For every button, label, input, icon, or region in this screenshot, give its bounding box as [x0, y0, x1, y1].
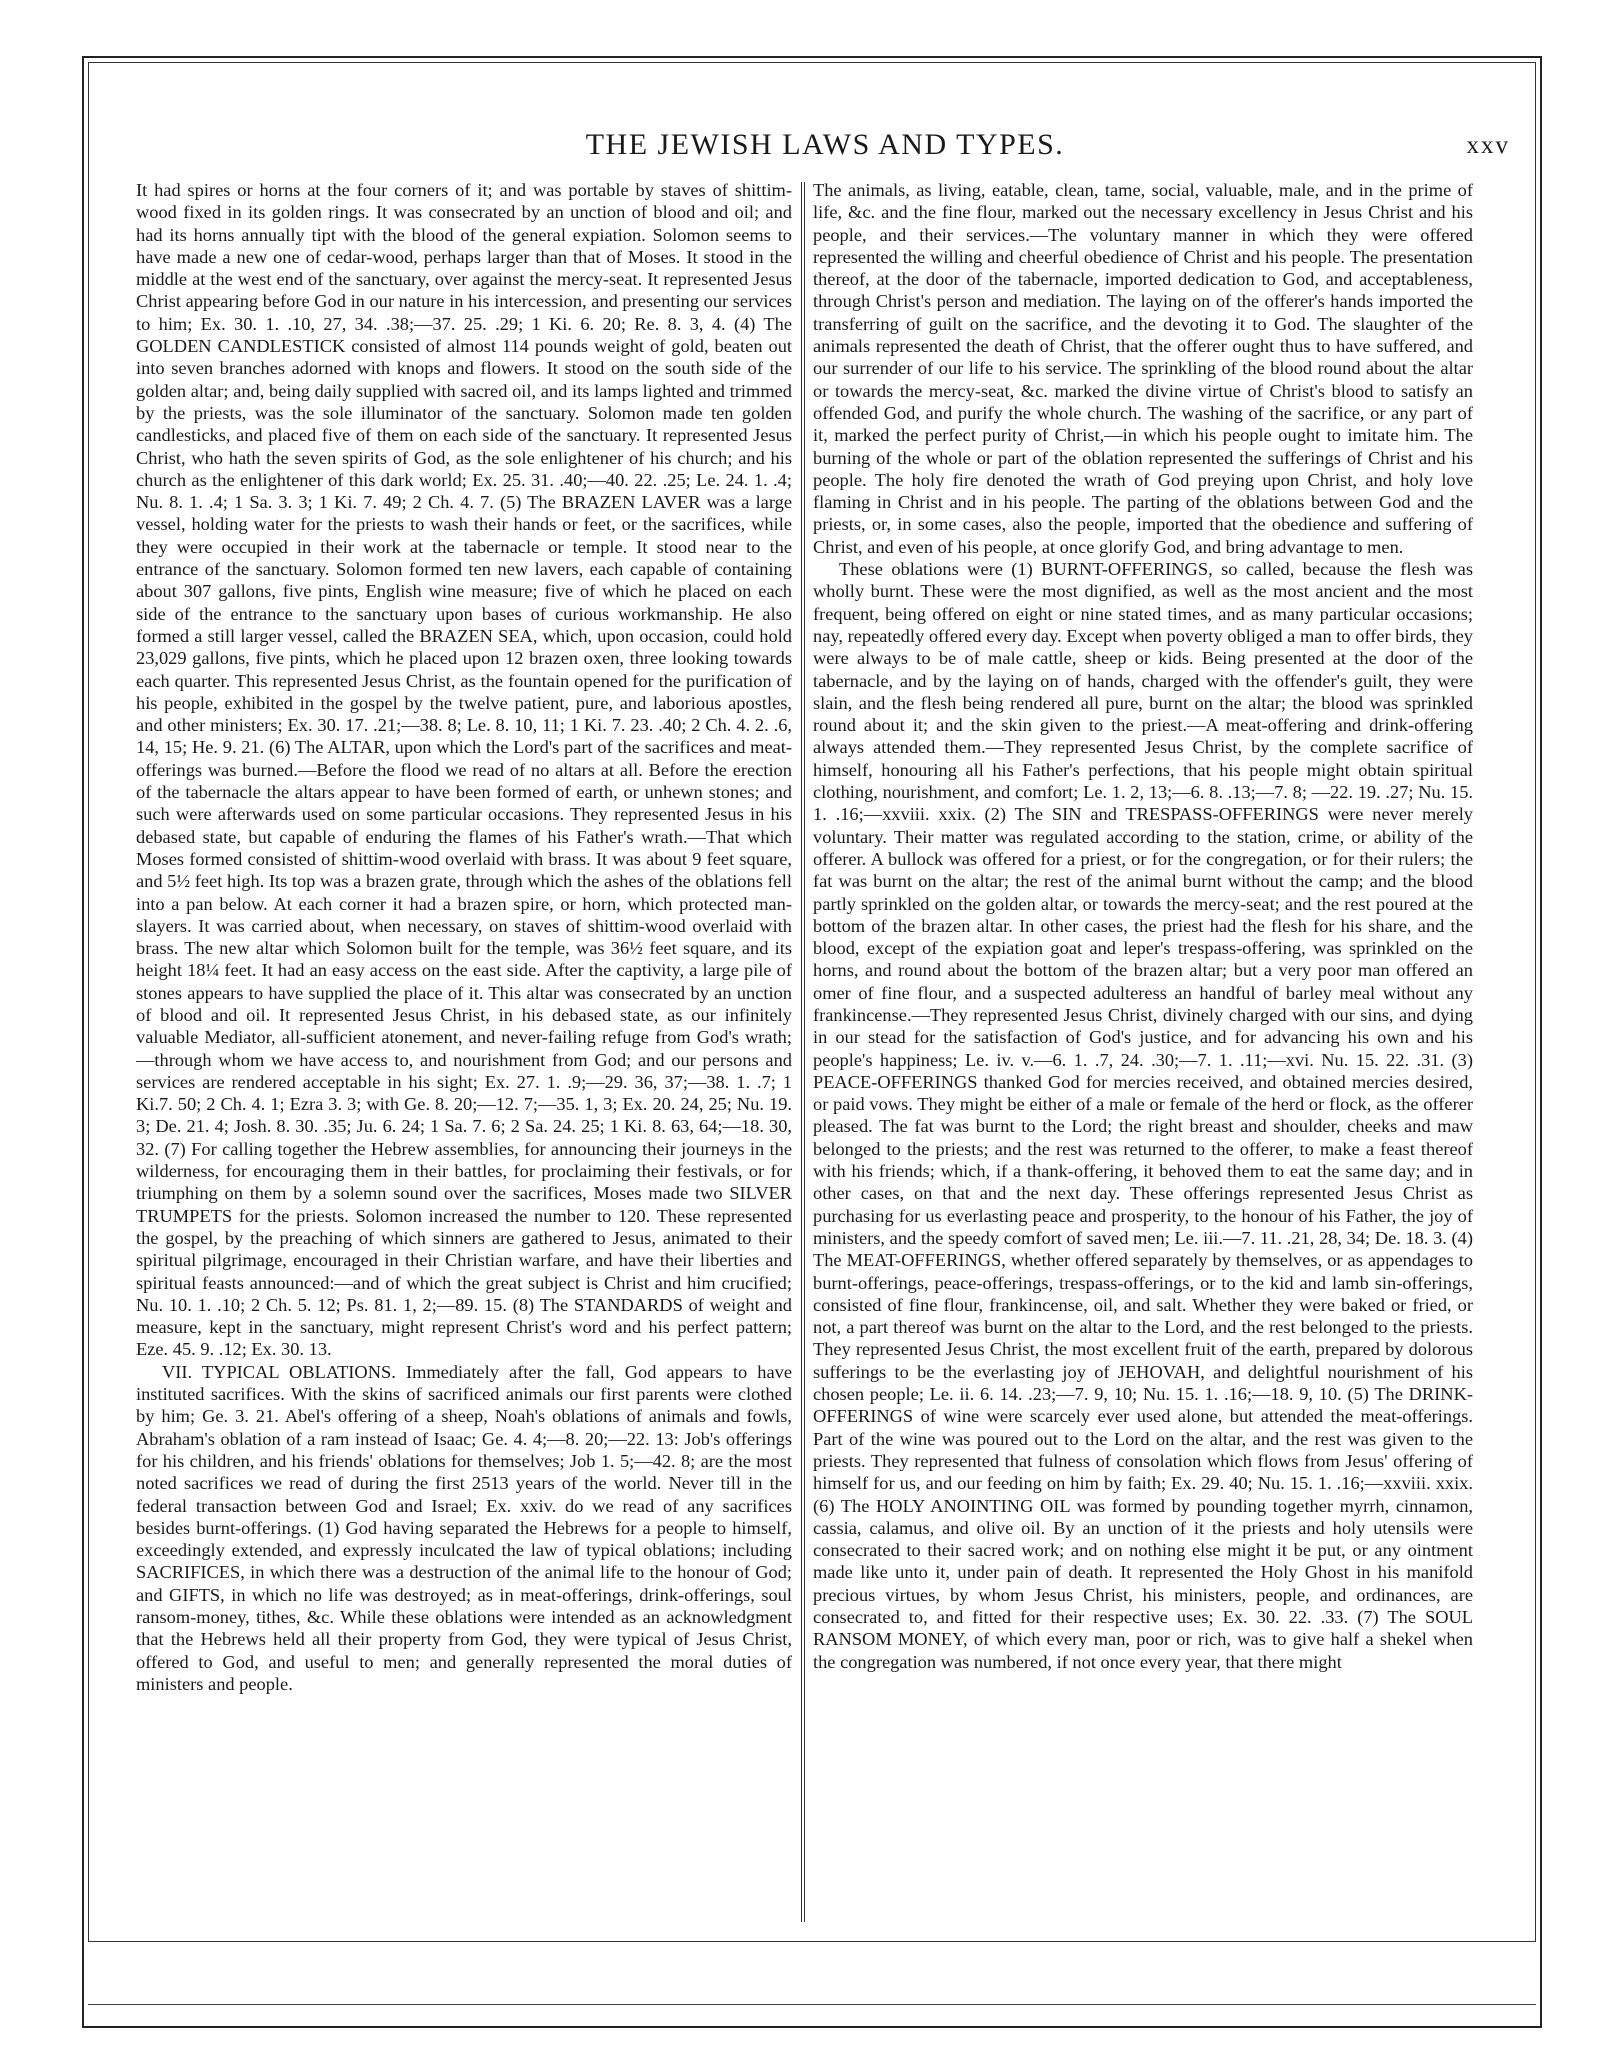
right-column [813, 179, 1473, 1924]
page-number: xxv [1466, 132, 1510, 159]
left-column [136, 179, 792, 1924]
column-divider [801, 182, 805, 1922]
bottom-rule [88, 2004, 1536, 2005]
running-header [140, 128, 1510, 172]
paragraph: The animals, as living, eatable, clean, tame, social, valuable, male, and in the prime of life, &c. and the fine flour, marked out the necessary excellency in Jesus Christ and his people, and their services.—The voluntary manner in which they were offered represented the willing and cheerful obedience of Christ and his people. The presentation thereof, at the door of the tabernacle, imported dedication to God, and acceptableness, through Christ's person and mediation. The laying on of the offerer's hands imported the transferring of guilt on the sacrifice, and the devoting it to God. The slaughter of the animals represented the death of Christ, that the offerer ought thus to have suffered, and our surrender of our life to his service. The sprinkling of the blood round about the altar or towards the mercy-seat, &c. marked the divine virtue of Christ's blood to satisfy an offended God, and purify the whole church. The washing of the sacrifice, or any part of it, marked the perfect purity of Christ,—in which his people ought to imitate him. The burning of the whole or part of the oblation represented the sufferings of Christ and his people. The holy fire denoted the wrath of God preying upon Christ, and holy love flaming in Christ and in his people. The parting of the oblations between God and the priests, or, in some cases, also the people, imported that the obedience and suffering of Christ, and even of his people, at once glorify God, and bring advantage to men. [813, 180, 1473, 557]
paragraph: VII. TYPICAL OBLATIONS. Immediately after the fall, God appears to have instituted sacrifices. With the skins of sacrificed animals our first parents were clothed by him; Ge. 3. 21. Abel's offering of a sheep, Noah's oblations of animals and fowls, Abraham's oblation of a ram instead of Isaac; Ge. 4. 4;—8. 20;—22. 13: Job's offerings for his children, and his friends' oblations for themselves; Job 1. 5;—42. 8; are the most noted sacrifices we read of during the first 2513 years of the world. Never till in the federal transaction between God and Israel; Ex. xxiv. do we read of any sacrifices besides burnt-offerings. (1) God having separated the Hebrews for a people to himself, exceedingly extended, and expressly inculcated the law of typical oblations; including SACRIFICES, in which there was a destruction of the animal life to the honour of God; and GIFTS, in which no life was destroyed; as in meat-offerings, drink-offerings, soul ransom-money, tithes, &c. While these oblations were intended as an acknowledgment that the Hebrews held all their property from God, they were typical of Jesus Christ, offered to God, and useful to men; and generally represented the moral duties of ministers and people. [136, 1361, 792, 1694]
paragraph: These oblations were (1) BURNT-OFFERINGS, so called, because the flesh was wholly burnt. These were the most dignified, as well as the most ancient and the most frequent, being offered on eight or nine stated times, and as many particular occasions; nay, repeatedly offered every day. Except when poverty obliged a man to offer birds, they were always to be of male cattle, sheep or kids. Being presented at the door of the tabernacle, and by the laying on of hands, charged with the offender's guilt, they were slain, and the flesh being rendered all pure, burnt on the altar; the blood was sprinkled round about it; and the skin given to the priest.—A meat-offering and drink-offering always attended them.—They represented Jesus Christ, by the complete sacrifice of himself, honouring all his Father's perfections, that his people might obtain spiritual clothing, nourishment, and comfort; Le. 1. 2, 13;—6. 8. .13;—7. 8; —22. 19. .27; Nu. 15. 1. .16;—xxviii. xxix. (2) The SIN and TRESPASS-OFFERINGS were never merely voluntary. Their matter was regulated according to the station, crime, or ability of the offerer. A bullock was offered for a priest, or for the congregation, or for their rulers; the fat was burnt on the altar; the rest of the animal burnt without the camp; and the blood partly sprinkled on the golden altar, or towards the mercy-seat; and the rest poured at the bottom of the brazen altar. In other cases, the priest had the flesh for his share, and the blood, except of the expiation goat and leper's trespass-offering, was sprinkled on the horns, and round about the bottom of the brazen altar; but a very poor man offered an omer of fine flour, and a suspected adulteress an handful of barley meal without any frankincense.—They represented Jesus Christ, divinely charged with our sins, and dying in our stead for the satisfaction of God's justice, and for advancing his own and his people's happiness; Le. iv. v.—6. 1. .7, 24. .30;—7. 1. .11;—xvi. Nu. 15. 22. .31. (3) PEACE-OFFERINGS thanked God for mercies received, and obtained mercies desired, or paid vows. They might be either of a male or female of the herd or flock, as the offerer pleased. The fat was burnt to the Lord; the right breast and shoulder, cheeks and maw belonged to the priests; and the rest was returned to the offerer, to make a feast thereof with his friends; which, if a thank-offering, it behoved them to eat the same day; and in other cases, on that and the next day. These offerings represented Jesus Christ as purchasing for us everlasting peace and prosperity, to the honour of his Father, the joy of ministers, and the speedy comfort of saved men; Le. iii.—7. 11. .21, 28, 34; De. 18. 3. (4) The MEAT-OFFERINGS, whether offered separately by themselves, or as appendages to burnt-offerings, peace-offerings, trespass-offerings, or to the kid and lamb sin-offerings, consisted of fine flour, frankincense, oil, and salt. Whether they were baked or fried, or not, a part thereof was burnt on the altar to the Lord, and the rest belonged to the priests. They represented Jesus Christ, the most excellent fruit of the earth, prepared by dolorous sufferings to be the everlasting joy of JEHOVAH, and delightful nourishment of his chosen people; Le. ii. 6. 14. .23;—7. 9, 10; Nu. 15. 1. .16;—18. 9, 10. (5) The DRINK-OFFERINGS of wine were scarcely ever used alone, but attended the meat-offerings. Part of the wine was poured out to the Lord on the altar, and the rest was given to the priests. They represented that fulness of consolation which flows from Jesus' offering of himself for us, and our feeding on him by faith; Ex. 29. 40; Nu. 15. 1. .16;—xxviii. xxix. (6) The HOLY ANOINTING OIL was formed by pounding together myrrh, cinnamon, cassia, calamus, and olive oil. By an unction of it the priests and holy utensils were consecrated to their sacred work; and on nothing else might it be put, or any ointment made like unto it, under pain of death. It represented the Holy Ghost in his manifold precious virtues, by whom Jesus Christ, his ministers, people, and ordinances, are consecrated to, and fitted for their respective uses; Ex. 30. 22. .33. (7) The SOUL RANSOM MONEY, of which every man, poor or rich, was to give half a shekel when the congregation was numbered, if not once every year, that there might [813, 559, 1473, 1672]
paragraph: It had spires or horns at the four corners of it; and was portable by staves of shittim-wood fixed in its golden rings. It was consecrated by an unction of blood and oil; and had its horns annually tipt with the blood of the general expiation. Solomon seems to have made a new one of cedar-wood, perhaps larger than that of Moses. It stood in the middle at the west end of the sanctuary, over against the mercy-seat. It represented Jesus Christ appearing before God in our nature in his intercession, and presenting our services to him; Ex. 30. 1. .10, 27, 34. .38;—37. 25. .29; 1 Ki. 6. 20; Re. 8. 3, 4. (4) The GOLDEN CANDLESTICK consisted of almost 114 pounds weight of gold, beaten out into seven branches adorned with knops and flowers. It stood on the south side of the golden altar; and, being daily supplied with sacred oil, and its lamps lighted and trimmed by the priests, was the sole illuminator of the sanctuary. Solomon made ten golden candlesticks, and placed five of them on each side of the sanctuary. It represented Jesus Christ, who hath the seven spirits of God, as the sole enlightener of his church; and his church as the enlightener of this dark world; Ex. 25. 31. .40;—40. 22. .25; Le. 24. 1. .4; Nu. 8. 1. .4; 1 Sa. 3. 3; 1 Ki. 7. 49; 2 Ch. 4. 7. (5) The BRAZEN LAVER was a large vessel, holding water for the priests to wash their hands or feet, or the sacrifices, while they were occupied in their work at the tabernacle or temple. It stood near to the entrance of the sanctuary. Solomon formed ten new lavers, each capable of containing about 307 gallons, five pints, English wine measure; five of which he placed on each side of the entrance to the sanctuary upon bases of curious workmanship. He also formed a still larger vessel, called the BRAZEN SEA, which, upon occasion, could hold 23,029 gallons, five pints, which he placed upon 12 brazen oxen, three looking towards each quarter. This represented Jesus Christ, as the fountain opened for the purification of his people, exhibited in the gospel by the twelve patient, pure, and laborious apostles, and other ministers; Ex. 30. 17. .21;—38. 8; Le. 8. 10, 11; 1 Ki. 7. 23. .40; 2 Ch. 4. 2. .6, 14, 15; He. 9. 21. (6) The ALTAR, upon which the Lord's part of the sacrifices and meat-offerings was burned.—Before the flood we read of no altars at all. Before the erection of the tabernacle the altars appear to have been formed of earth, or unhewn stones; and such were afterwards used on some particular occasions. They represented Jesus in his debased state, but capable of enduring the flames of his Father's wrath.—That which Moses formed consisted of shittim-wood overlaid with brass. It was about 9 feet square, and 5½ feet high. Its top was a brazen grate, through which the ashes of the oblations fell into a pan below. At each corner it had a brazen spire, or horn, which protected man-slayers. It was carried about, when necessary, on staves of shittim-wood overlaid with brass. The new altar which Solomon built for the temple, was 36½ feet square, and its height 18¼ feet. It had an easy access on the east side. After the captivity, a large pile of stones appears to have supplied the place of it. This altar was consecrated by an unction of blood and oil. It represented Jesus Christ, in his debased state, as our infinitely valuable Mediator, all-sufficient atonement, and never-failing refuge from God's wrath; —through whom we have access to, and nourishment from God; and our persons and services are rendered acceptable in his sight; Ex. 27. 1. .9;—29. 36, 37;—38. 1. .7; 1 Ki.7. 50; 2 Ch. 4. 1; Ezra 3. 3; with Ge. 8. 20;—12. 7;—35. 1, 3; Ex. 20. 24, 25; Nu. 19. 3; De. 21. 4; Josh. 8. 30. .35; Ju. 6. 24; 1 Sa. 7. 6; 2 Sa. 24. 25; 1 Ki. 8. 63, 64;—18. 30, 32. (7) For calling together the Hebrew assemblies, for announcing their journeys in the wilderness, for encouraging them in their battles, for proclaiming their festivals, or for triumphing on them by a solemn sound over the sacrifices, Moses made two SILVER TRUMPETS for the priests. Solomon increased the number to 120. These represented the gospel, by the preaching of which sinners are gathered to Jesus, animated to their spiritual pilgrimage, encouraged in their Christian warfare, and have their liberties and spiritual feasts announced:—and of which the great subject is Christ and him crucified; Nu. 10. 1. .10; 2 Ch. 5. 12; Ps. 81. 1, 2;—89. 15. (8) The STANDARDS of weight and measure, kept in the sanctuary, might represent Christ's word and his perfect pattern; Eze. 45. 9. .12; Ex. 30. 13. [136, 180, 792, 1360]
page-title: THE JEWISH LAWS AND TYPES. [585, 128, 1065, 161]
